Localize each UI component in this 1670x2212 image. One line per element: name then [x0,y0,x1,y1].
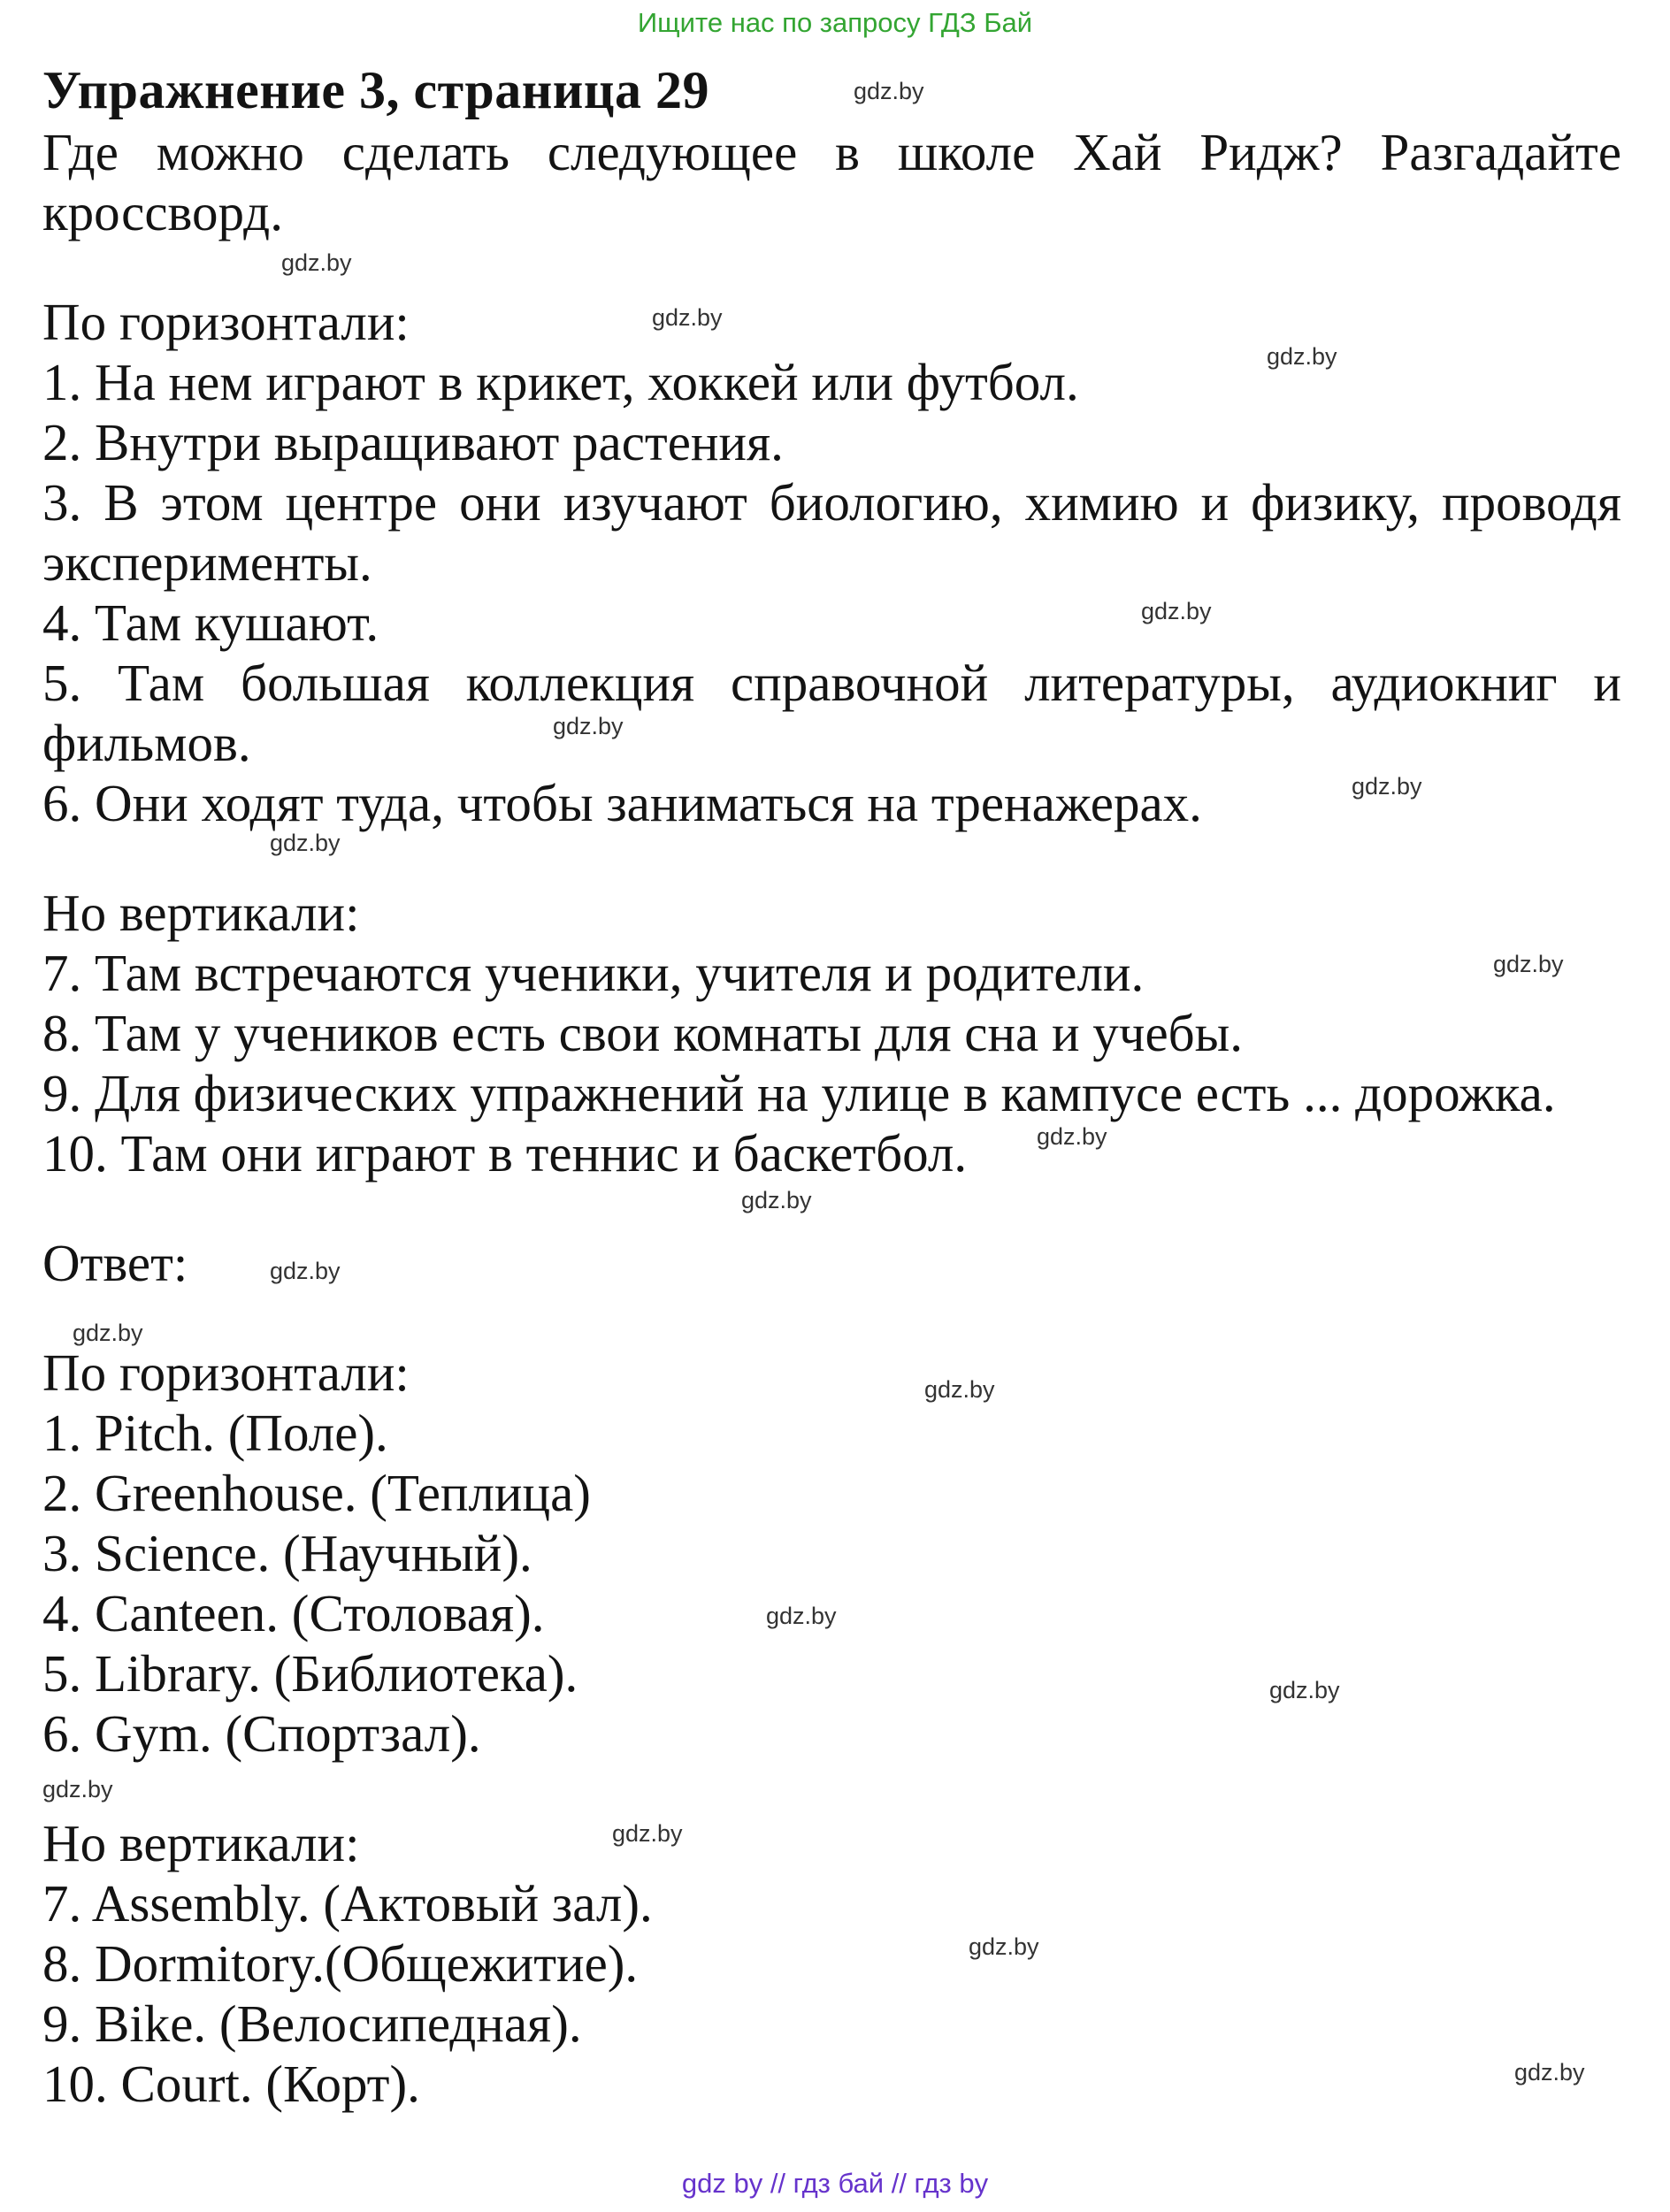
answer-across-item: 2. Greenhouse. (Теплица) [42,1464,591,1522]
exercise-content [42,62,1621,2114]
watermark: gdz.by [1493,951,1564,977]
watermark: gdz.by [1267,343,1337,370]
answer-across-heading: По горизонтали: [42,1343,410,1402]
across-item: 1. На нем играют в крикет, хоккей или футбол. [42,353,1079,411]
watermark: gdz.by [1141,598,1212,624]
watermark: gdz.by [741,1187,812,1213]
across-item: 4. Там кушают. [42,593,379,652]
watermark: gdz.by [1037,1123,1107,1150]
across-item: 2. Внутри выращивают растения. [42,413,784,471]
down-item: 9. Для физических упражнений на улице в кампусе есть ... дорожка. [42,1064,1556,1122]
watermark: gdz.by [1269,1677,1340,1703]
watermark: gdz.by [1352,773,1422,800]
watermark: gdz.by [766,1603,837,1629]
watermark: gdz.by [270,830,341,856]
page-title: Упражнение 3, страница 29 [42,61,709,119]
answer-across-item: 4. Canteen. (Столовая). [42,1584,545,1642]
answer-across-item: 5. Library. (Библиотека). [42,1644,578,1703]
across-item: 5. Там большая коллекция справочной литературы, аудиокниг и фильмов. [42,654,1621,772]
watermark: gdz.by [652,304,723,331]
across-item: 6. Они ходят туда, чтобы заниматься на тренажерах. [42,774,1202,832]
watermark: gdz.by [553,713,624,739]
watermark: gdz.by [42,1776,113,1803]
watermark: gdz.by [969,1933,1039,1960]
answer-across-item: 3. Science. (Научный). [42,1524,532,1582]
down-item: 10. Там они играют в теннис и баскетбол. [42,1124,968,1183]
answer-across-item: 6. Gym. (Спортзал). [42,1704,481,1763]
answer-down-item: 9. Bike. (Велосипедная). [42,1994,582,2053]
exercise-intro: Где можно сделать следующее в школе Хай Ридж? Разгадайте кроссворд. [42,123,1621,241]
across-heading: По горизонтали: [42,293,410,351]
watermark: gdz.by [1514,2059,1585,2086]
answer-down-item: 7. Assembly. (Актовый зал). [42,1874,653,1933]
answer-down-item: 10. Court. (Корт). [42,2055,420,2113]
watermark: gdz.by [854,78,924,104]
answer-across-item: 1. Pitch. (Поле). [42,1404,388,1462]
across-item: 3. В этом центре они изучают биологию, химию и физику, проводя эксперименты. [42,473,1621,592]
bottom-banner: gdz by // гдз бай // гдз by [681,2168,989,2199]
watermark: gdz.by [612,1820,683,1847]
watermark: gdz.by [270,1258,341,1284]
watermark: gdz.by [73,1320,143,1346]
down-item: 7. Там встречаются ученики, учителя и родители. [42,944,1145,1002]
answer-down-heading: Но вертикали: [42,1814,360,1872]
answer-heading: Ответ: [42,1234,188,1292]
watermark: gdz.by [281,249,352,276]
answer-down-item: 8. Dormitory.(Общежитие). [42,1934,639,1993]
watermark: gdz.by [924,1376,995,1403]
top-banner: Ищите нас по запросу ГДЗ Бай [637,7,1033,38]
down-item: 8. Там у учеников есть свои комнаты для сна и учебы. [42,1004,1244,1062]
down-heading: Но вертикали: [42,884,360,942]
